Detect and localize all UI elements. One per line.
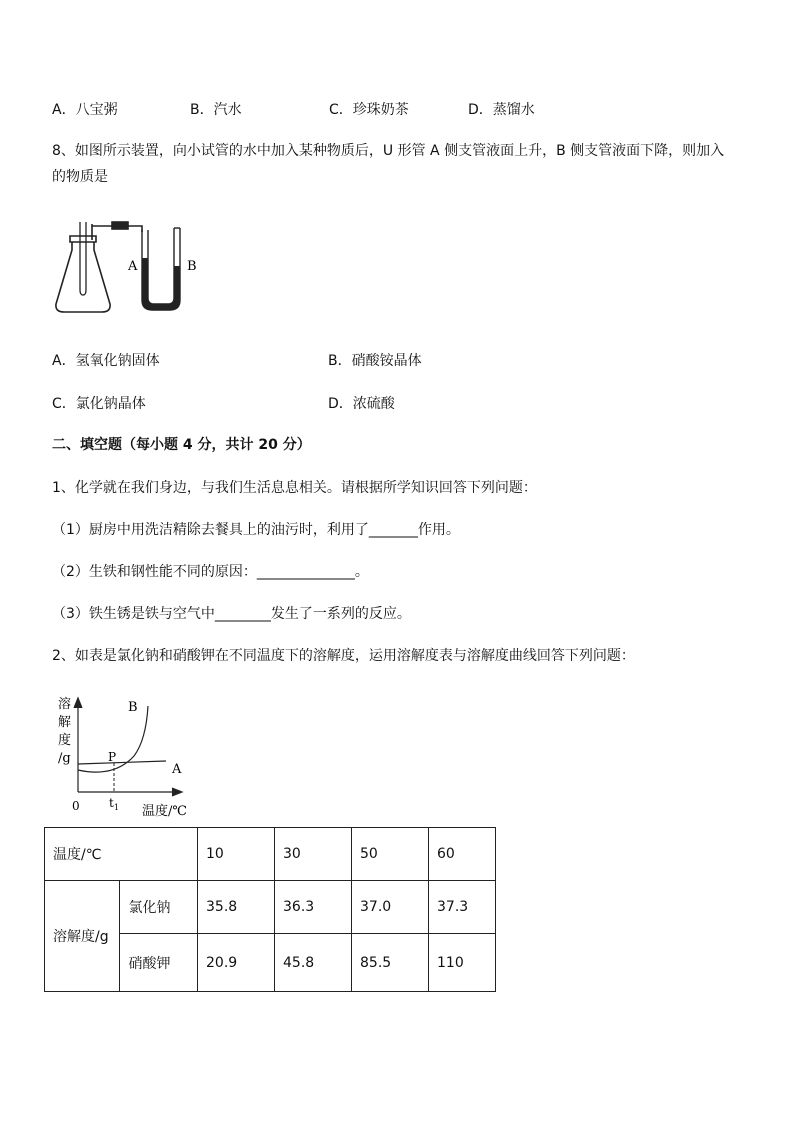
y-axis-label-char-1: 溶	[58, 697, 72, 712]
origin-label: 0	[72, 799, 80, 813]
intersection-point-label: P	[108, 750, 117, 764]
fill1-stem: 1、化学就在我们身边，与我们生活息息相关。请根据所学知识回答下列问题：	[52, 480, 537, 496]
y-axis-label-char-3: 度	[58, 733, 72, 748]
q8-stem-line1: 8、如图所示装置，向小试管的水中加入某种物质后，U 形管 A 侧支管液面上升，B 侧支管液面下降，则加入	[52, 143, 725, 159]
fill2-stem: 2、如表是氯化钠和硝酸钾在不同温度下的溶解度，运用溶解度表与溶解度曲线回答下列问题：	[52, 648, 635, 664]
y-axis-label-char-4: /g	[58, 751, 71, 766]
section-title: 二、填空题（每小题 4 分，共计 20 分）	[52, 437, 311, 453]
solubility-value: 45.8	[275, 934, 352, 992]
q7-option-a: A．八宝粥	[52, 102, 118, 118]
q8-apparatus-figure	[50, 214, 210, 318]
table-row	[45, 881, 496, 934]
solubility-value: 35.8	[198, 881, 275, 934]
substance-name: 氯化钠	[120, 881, 198, 934]
q7-option-b: B．汽水	[190, 102, 242, 118]
q8-option-b: B．硝酸铵晶体	[328, 353, 422, 369]
solubility-value: 36.3	[275, 881, 352, 934]
q7-option-c: C．珍珠奶茶	[329, 102, 409, 118]
q8-option-d: D．浓硫酸	[328, 396, 395, 412]
solubility-value: 110	[429, 934, 496, 992]
solubility-curve-figure	[54, 694, 204, 820]
t1-label: t	[109, 796, 114, 810]
q8-option-a: A．氢氧化钠固体	[52, 353, 160, 369]
temp-cell: 50	[352, 828, 429, 881]
conical-flask	[56, 222, 110, 312]
table-row	[45, 828, 496, 881]
solubility-header: 溶解度/g	[45, 881, 120, 992]
q8-stem-line2: 的物质是	[52, 169, 108, 185]
temp-header: 温度/℃	[45, 828, 198, 881]
curve-b-label: B	[128, 700, 138, 715]
solubility-value: 37.3	[429, 881, 496, 934]
temp-cell: 30	[275, 828, 352, 881]
t1-subscript: 1	[114, 803, 120, 812]
substance-name: 硝酸钾	[120, 934, 198, 992]
u-tube-label-b: B	[187, 259, 197, 274]
fill1-sub3: （3）铁生锈是铁与空气中________发生了一系列的反应。	[52, 606, 411, 622]
fill1-sub1: （1）厨房中用洗洁精除去餐具上的油污时，利用了_______作用。	[52, 522, 460, 538]
u-tube-label-a: A	[128, 259, 138, 274]
stopper-and-tube	[92, 222, 142, 240]
temp-cell: 60	[429, 828, 496, 881]
x-axis-label: 温度/℃	[142, 804, 187, 819]
curve-a-label: A	[172, 762, 182, 777]
temp-cell: 10	[198, 828, 275, 881]
y-axis-label-char-2: 解	[58, 715, 72, 730]
solubility-value: 37.0	[352, 881, 429, 934]
solubility-value: 20.9	[198, 934, 275, 992]
q7-option-d: D．蒸馏水	[468, 102, 535, 118]
solubility-table	[44, 827, 496, 992]
curve-a	[78, 761, 166, 764]
q8-option-c: C．氯化钠晶体	[52, 396, 146, 412]
solubility-value: 85.5	[352, 934, 429, 992]
fill1-sub2: （2）生铁和钢性能不同的原因：______________。	[52, 564, 369, 580]
